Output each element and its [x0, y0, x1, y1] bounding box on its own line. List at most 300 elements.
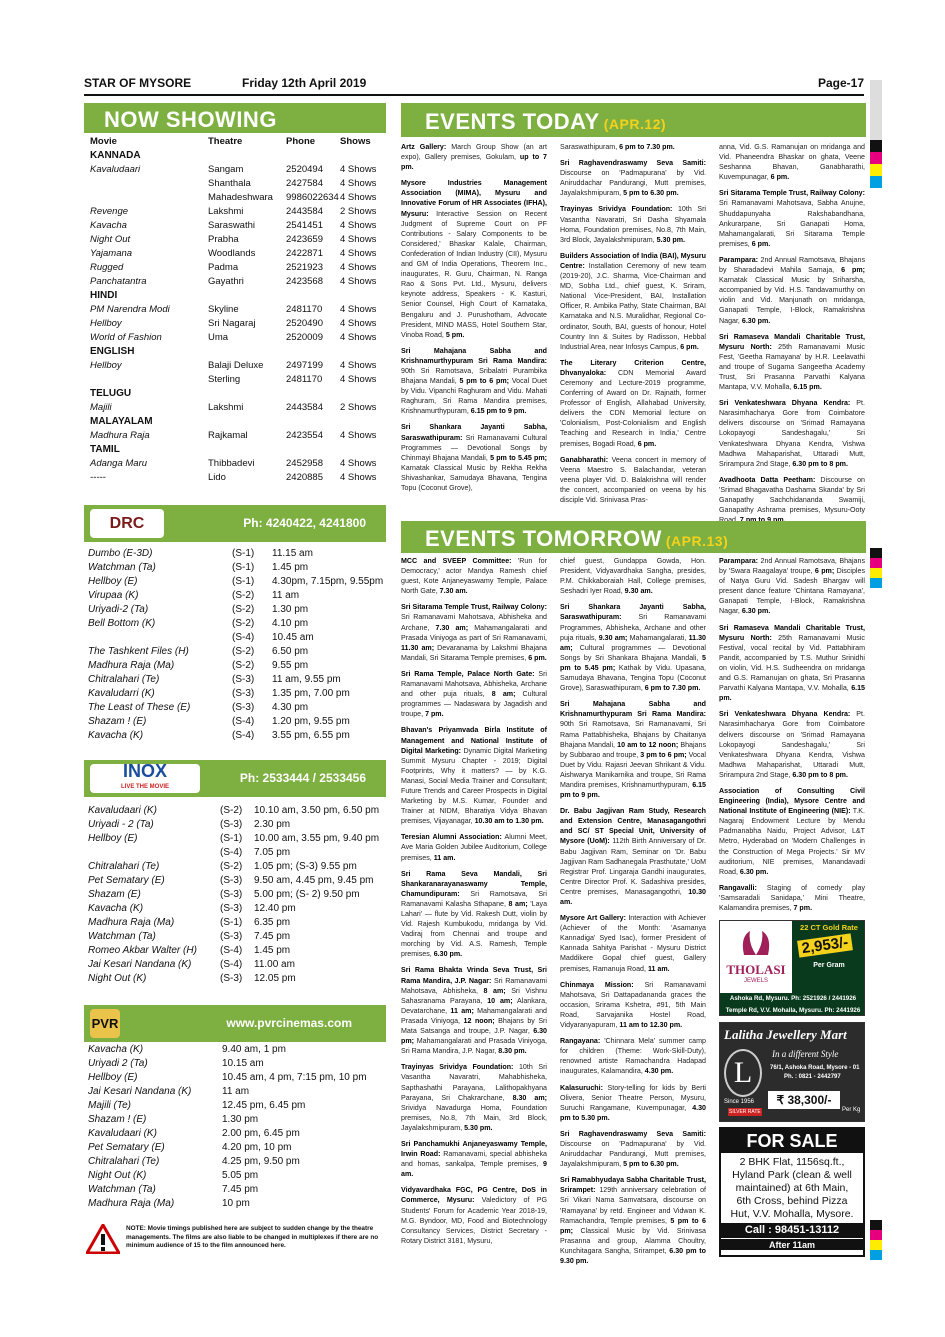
theatre-name: Lakshmi: [208, 402, 244, 413]
event-entry: Sri Venkateshwara Dhyana Kendra: Pt. Narasimhacharya Gore from Coimbatore delivers discourse on 'Srimad Ramayana Lokopayogi Sandeshagalu,' Sri Venkateshwara Dhyana Kendra, Vishwa Madhwa Mahaparishat, Uttaradi Mutt, Srirampura 2nd Stage, 6.30 pm to 8 pm.: [719, 399, 865, 468]
movie-title: Hellboy: [90, 318, 122, 329]
lalitha-since: Since 1956: [724, 1099, 755, 1105]
theatre-phone: 2443584: [286, 402, 323, 413]
event-entry: Sri Shankara Jayanti Sabha, Saraswathipuram: Sri Ramanavami Cultural Programmes — Devotional Songs by Chinmayi Bhajana Mandali, 5 pm to 5.45 pm; Karnatak Classical Music by Rekha Rekha Shivashankar, Samudaya Bhavana, Tengina Topu (Coconut Grove),: [401, 423, 548, 492]
table-row: [88, 804, 386, 818]
show-timings: 2.00 pm, 6.45 pm: [222, 1128, 300, 1139]
show-timings: 11.15 am: [272, 548, 313, 559]
events-today-banner: [401, 103, 866, 137]
movie-title: Chitralahari (Te): [88, 861, 160, 872]
for-sale-line-4: 6th Cross, behind Pizza: [736, 1195, 848, 1207]
table-row: [88, 874, 386, 888]
screen-number: (S-1): [220, 917, 243, 928]
show-timings: 1.20 pm, 9.55 pm: [272, 716, 350, 727]
theatre-phone: 2443584: [286, 206, 323, 217]
show-count: 4 Shows: [340, 276, 377, 287]
theatre-phone: 2423659: [286, 234, 323, 245]
show-timings: 7.05 pm: [254, 847, 291, 858]
for-sale-title: FOR SALE: [721, 1129, 863, 1153]
movie-title: Panchatantra: [90, 276, 147, 287]
table-row: [88, 729, 386, 743]
gold-rate-box: [792, 921, 865, 993]
show-count: 4 Shows: [340, 178, 377, 189]
movie-title: Bell Bottom (K): [88, 618, 156, 629]
screen-number: (S-4): [220, 847, 243, 858]
table-row: [88, 1141, 386, 1155]
event-entry: Sri Sitarama Temple Trust, Railway Colony: Sri Ramanavami Mahotsava, Sabha Anujne, Shuddapunyaha Rakshabandhana, Ankurarpane, Sri Ganapati Homa, Mahamangalarati, Sri Sitarama Temple premises, 6 pm.: [719, 189, 865, 248]
table-row: [90, 471, 384, 485]
drc-logo: DRC: [90, 509, 164, 538]
theatre-phone: 2481170: [286, 374, 323, 385]
movie-title: Jai Kesari Nandana (K): [88, 1086, 192, 1097]
table-row: [88, 888, 386, 902]
table-row: [90, 317, 384, 331]
table-row: [90, 163, 384, 177]
for-sale-line-1: 2 BHK Flat, 1156sq.ft.,: [739, 1156, 845, 1168]
event-entry: Parampara: 2nd Annual Ramotsava, Bhajans by 'Swara Raagalaya' troupe, 6 pm; Disciples of Natya Guru Vid. Sadesh Bhargav will present dance feature 'Chintana Ramayana', Ganapati Temple, I-Block, Ramakrishna Nagar, 6.30 pm.: [719, 557, 865, 616]
show-timings: 5.05 pm: [222, 1170, 259, 1181]
screen-number: (S-1): [232, 548, 255, 559]
movie-title: Hellboy (E): [88, 576, 138, 587]
event-entry: Sri Sitarama Temple Trust, Railway Colony: Sri Ramanavami Mahotsava, Abhisheka and Archane, 7.30 am; Mahamangalarati and Prasada Viniyoga as part of Sri Ramanavami, 11.30 am; Devaranama by Lakshmi Bhajana Mandali, Sri Sitarama Temple premises, 6 pm.: [401, 603, 548, 662]
screen-number: (S-1): [220, 833, 243, 844]
table-row: [90, 233, 384, 247]
events-today-col-3: [719, 142, 865, 520]
tholasi-address-1: Ashoka Rd, Mysuru. Ph: 2521926 / 2441926: [720, 993, 865, 1005]
event-entry: Vidyavardhaka FGC, PG Centre, DoS in Commerce, Mysuru: Valedictory of PG Students' Forum for Academic Year 2018-19, M.G. Byndoor, MD, Food and Biotechnology Consultancy Services, District Secretary - Rotary District 3181, Mysuru,: [401, 1186, 547, 1245]
drc-banner: [84, 505, 386, 542]
event-entry: Sri Shankara Jayanti Sabha, Saraswathipuram: Sri Ramanavami Programmes, Abhisheka, Archane and other puja rituals, 9.30 am; Mahamangalarati, 11.30 am; Cultural programmes — Devotional Songs by Sri Shankara Bhajana Mandali, 5 pm to 5.45 pm; Kathak by Vidu. Upasana, Samudaya Bhavana, Tengina Topu (Coconut Grove), Saraswathipuram, 6 pm to 7.30 pm.: [560, 603, 706, 693]
events-tomorrow-date: (APR.13): [665, 533, 729, 549]
event-entry: Bhavan's Priyamvada Birla Institute of Management and National Institute of Digital Marketing: Dynamic Digital Marketing Summit Mysuru Chapter - 2019; Digital Footprints, Why it matters? — by K.G. Manasi, Social Media Trainer and Consultant; Future Trends and Career Prospects in Digital Marketing by M.S. Kumar, Founder and Trainer at NIDM, Bharatiya Vidya Bhavan premises, Vijayanagar, 10.30 am to 1.30 pm.: [401, 726, 547, 826]
movie-title: Madhura Raja (Ma): [88, 917, 175, 928]
theatre-name: Padma: [208, 262, 239, 273]
table-row: [88, 1155, 386, 1169]
event-entry: Sri Rama Seva Mandali, Sri Shankaranarayanaswamy Temple, Chamundipuram: Sri Ramotsava, Sri Ramanavami Kalasha Sthapane, 8 am; 'Laya Lahari' — flute by Vid. Rakesh Dutt, violin by Vid. Rajesh Kumbukodu, mridanga by Vid. Vadiraj from Chennai and troupe and morching by Vid. A.S. Ramesh, Temple premises, 6.30 pm.: [401, 869, 548, 959]
event-entry: Sri Panchamukhi Anjaneyaswamy Temple, Irwin Road: Ramanavami, special abhisheka and homas, sankalpa, Temple premises, 9 am.: [401, 1139, 547, 1179]
table-row: [90, 219, 384, 233]
show-count: 4 Shows: [340, 192, 377, 203]
table-row: [88, 631, 386, 645]
now-showing-banner: [84, 103, 386, 133]
inox-tagline: LIVE THE MOVIE: [120, 783, 169, 790]
movie-title: Uriyadi 2 (Ta): [88, 1058, 148, 1069]
table-row: [90, 373, 384, 387]
language-label: MALAYALAM: [90, 416, 153, 427]
table-row: [88, 930, 386, 944]
events-tomorrow-col-1: [401, 556, 547, 1261]
movie-title: Revenge: [90, 206, 129, 217]
now-showing-rows: [90, 149, 384, 485]
table-row: [88, 1043, 386, 1057]
col-movie: Movie: [90, 136, 117, 147]
theatre-phone: 2427584: [286, 178, 323, 189]
show-timings: 11 am, 9.55 pm: [272, 674, 341, 685]
for-sale-line-3: maintained) at 6th Main,: [735, 1182, 849, 1194]
paper-name: STAR OF MYSORE: [84, 76, 192, 90]
table-row: [88, 617, 386, 631]
show-count: 4 Shows: [340, 220, 377, 231]
show-timings: 11.00 am: [254, 959, 295, 970]
movie-title: Kavacha (K): [88, 903, 144, 914]
language-label: TAMIL: [90, 444, 120, 455]
lalitha-address: 76/1, Ashoka Road, Mysore - 01: [770, 1065, 860, 1071]
screen-number: (S-2): [232, 590, 255, 601]
masthead: [84, 76, 864, 94]
event-entry: Rangayana: 'Chinnara Mela' summer camp for children (Theme: Work-Skill-Duty), renowned artiste Ramachandra Hadapad inaugurates, Kalamandira, 4.30 pm.: [560, 1037, 706, 1076]
show-count: 4 Shows: [340, 318, 377, 329]
movie-title: Yajamana: [90, 248, 133, 259]
show-count: 4 Shows: [340, 374, 377, 385]
show-count: 4 Shows: [340, 262, 377, 273]
event-entry: Sri Venkateshwara Dhyana Kendra: Pt. Narasimhacharya Gore from Coimbatore delivers discourse on 'Srimad Ramayana Lokopayogi Sandeshagalu,' Sri Venkateshwara Dhyana Kendra, Vishwa Madhwa Mahaparishat, Uttaradi Mutt, Srirampura 2nd Stage, 6.30 pm to 8 pm.: [719, 710, 865, 779]
movie-title: Kavaludaari (K): [88, 1128, 157, 1139]
screen-number: (S-4): [232, 730, 255, 741]
table-header: [90, 135, 384, 149]
movie-title: Night Out (K): [88, 973, 147, 984]
events-tomorrow-banner: [401, 521, 866, 553]
movie-title: Kavaludaari (K): [88, 805, 157, 816]
table-row: [88, 916, 386, 930]
show-timings: 1.45 pm: [272, 562, 309, 573]
table-row: [88, 1113, 386, 1127]
movie-title: Kavacha (K): [88, 1044, 144, 1055]
for-sale-line-2: Hyland Park (clean & well: [732, 1169, 852, 1181]
table-row: [90, 457, 384, 471]
event-entry: The Literary Criterion Centre, Dhvanyaloka: CDN Memorial Award Ceremony and Lecture-2019 programme, Conferring of Award on Dr. Rajnath, former Professor of English, Allahabad University, delivers the CDN Memorial lecture on 'Colonialism, Post-Colonialism and English Teaching and Research in India,' Centre premises, Bogadi Road, 6 pm.: [560, 358, 706, 448]
table-row: [88, 832, 386, 846]
movie-title: Pet Sematary (E): [88, 875, 165, 886]
event-entry: Trayinyas Srividya Foundation: 10th Sri Vasantha Navaratri, Sri Dasha Shyamala Homa, Foundation premises, No.8, 7th Main, 3rd Block, Jayalakshmipuram, 5.30 pm.: [560, 205, 707, 244]
table-row: [88, 972, 386, 986]
lalitha-ad: [719, 1022, 865, 1122]
movie-title: Madhura Raja (Ma): [88, 660, 175, 671]
events-today-col-2: [560, 142, 706, 520]
note-text: NOTE: Movie timings published here are subject to sudden change by the theatre managements. The films are also liable to be changed in multiplexes if there are no minimum audience of 15 to the film announced here.: [126, 1225, 379, 1250]
tholasi-address-2: Temple Rd, V.V. Mohalla, Mysuru. Ph: 2441926: [720, 1005, 865, 1016]
show-count: 4 Shows: [340, 472, 377, 483]
table-row: [88, 818, 386, 832]
language-label: HINDI: [90, 290, 118, 301]
table-row: [88, 1057, 386, 1071]
event-entry: Sri Raghavendraswamy Seva Samiti: Discourse on 'Padmapurana' by Vid. Aniruddachar Pandurangi, Mutt premises, Jayalakshmipuram, 5 pm to 6.30 pm.: [560, 1129, 706, 1169]
screen-number: (S-3): [220, 819, 243, 830]
screen-number: (S-3): [232, 702, 255, 713]
theatre-name: Sri Nagaraj: [208, 318, 256, 329]
movie-title: Kavacha: [90, 220, 127, 231]
event-entry: Sri Rama Bhakta Vrinda Seva Trust, Sri Rama Mandira, J.P. Nagar: Sri Ramanavami Mahotsava, Abhisheka, 8 am; Sri Vishnu Sahasranama Parayana, 10 am; Alankara, Devatarchane, 11 am; Mahamangalarati and Prasada Viniyoga, 12 noon; Bhajans by Sri Mata Satsanga and troupe, J.P. Nagar, 6.30 pm; Mahamangalarati and Prasada Viniyoga, Sri Rama Mandira, J.P. Nagar, 8.30 pm.: [401, 966, 548, 1056]
table-row: [88, 589, 386, 603]
movie-title: Kavaludarri (K): [88, 688, 155, 699]
page-number: Page-17: [817, 76, 864, 90]
movie-title: Romeo Akbar Walter (H): [88, 945, 197, 956]
theatre-phone: 2422871: [286, 248, 323, 259]
event-entry: Chinmaya Mission: Sri Ramanavami Mahotsava, Sri Dattapadananda graces the occasion, Srirama Kshetra, #91, 5th Main Road, Sarvajanika Hostel Road, Vidyaranyapuram, 11 am to 12.30 pm.: [560, 980, 706, 1030]
events-tomorrow-col-2: [560, 556, 706, 1265]
show-timings: 12.40 pm: [254, 903, 296, 914]
table-row: [88, 944, 386, 958]
movie-title: Chitralahari (Te): [88, 674, 160, 685]
for-sale-call: Call : 98451-13112: [721, 1223, 863, 1238]
show-count: 4 Shows: [340, 360, 377, 371]
show-timings: 10 pm: [222, 1198, 250, 1209]
pvr-banner: [84, 1005, 386, 1042]
theatre-name: Uma: [208, 332, 229, 343]
table-row: [90, 331, 384, 345]
screen-number: (S-3): [232, 674, 255, 685]
language-heading: [90, 387, 384, 401]
event-entry: Sri Raghavendraswamy Seva Samiti: Discourse on 'Padmapurana' by Vid. Aniruddachar Pandurangi, Mutt premises, Jayalakshmipuram, 5 pm to 6.30 pm.: [560, 159, 706, 198]
theatre-name: Saraswathi: [208, 220, 255, 231]
table-row: [88, 561, 386, 575]
tholasi-ad: [719, 920, 865, 1016]
show-timings: 4.30 pm: [272, 702, 309, 713]
show-count: 4 Shows: [340, 430, 377, 441]
table-row: [88, 575, 386, 589]
table-row: [88, 715, 386, 729]
color-bar-mid: [870, 548, 882, 588]
theatre-name: Shanthala: [208, 178, 251, 189]
table-row: [90, 261, 384, 275]
inox-phone: Ph: 2533444 / 2533456: [239, 771, 366, 785]
screen-number: (S-4): [220, 945, 243, 956]
table-row: [88, 1085, 386, 1099]
table-row: [90, 247, 384, 261]
show-timings: 10.15 am: [222, 1058, 264, 1069]
events-today-heading: [425, 109, 666, 135]
table-row: [88, 659, 386, 673]
show-timings: 11 am: [222, 1086, 250, 1097]
show-timings: 4.25 pm, 9.50 pm: [222, 1156, 300, 1167]
show-timings: 5.00 pm; (S- 2) 9.50 pm: [254, 889, 360, 900]
screen-number: (S-2): [232, 604, 255, 615]
screen-number: (S-4): [232, 716, 255, 727]
show-timings: 10.00 am, 3.55 pm, 9.40 pm: [254, 833, 380, 844]
screen-number: (S-2): [220, 861, 243, 872]
show-count: 4 Shows: [340, 248, 377, 259]
event-entry: Sri Ramabhyudaya Sabha Charitable Trust, Srirampet: 129th anniversary celebration of Sri Vikari Nama Samvatsara, discourse on 'Ramayana' by retd. Engineer and Vidwan K. Ramachandra, Temple premises, 5 pm to 6 pm; Classical Music by Vid. Srinivasa Prasanna and group, Alamma Choultry, Kunchitagara Sangha, Srirampet, 6.30 pm to 9.30 pm.: [560, 1176, 706, 1265]
table-row: [88, 1169, 386, 1183]
inox-logo-text: INOX: [122, 760, 167, 781]
event-entry: chief guest, Gundappa Gowda, Hon. President, Vidyavardhaka Sangha, presides, P.M. Chikkaboraiah Hall, College premises, Seshadri Iyer Road, 9.30 am.: [560, 557, 706, 596]
show-timings: 4.20 pm, 10 pm: [222, 1142, 292, 1153]
show-timings: 9.55 pm: [272, 660, 309, 671]
theatre-phone: 2521923: [286, 262, 323, 273]
header-rule: [84, 94, 864, 96]
screen-number: (S-3): [220, 931, 243, 942]
movie-title: Uriyadi - 2 (Ta): [88, 819, 154, 830]
movie-title: PM Narendra Modi: [90, 304, 170, 315]
theatre-name: Gayathri: [208, 276, 244, 287]
theatre-phone: 2423554: [286, 430, 323, 441]
movie-title: Night Out (K): [88, 1170, 147, 1181]
lalitha-phone: Ph. : 0821 - 2442797: [784, 1074, 841, 1080]
pvr-website: www.pvrcinemas.com: [226, 1016, 352, 1030]
language-heading: [90, 415, 384, 429]
theatre-phone: 2423568: [286, 276, 323, 287]
screen-number: (S-3): [220, 889, 243, 900]
table-row: [88, 701, 386, 715]
show-timings: 11 am: [272, 590, 300, 601]
silver-rate-per: Per Kg: [842, 1107, 861, 1113]
show-timings: 6.50 pm: [272, 646, 309, 657]
show-timings: 6.35 pm: [254, 917, 291, 928]
inox-logo: [90, 760, 200, 793]
show-timings: 9.50 am, 4.45 pm, 9.45 pm: [254, 875, 374, 886]
screen-number: (S-3): [220, 973, 243, 984]
table-row: [90, 359, 384, 373]
event-entry: Rangavalli: Staging of comedy play 'Samsaradali Sanidapa,' Mini Theatre, Kalamandira premises, 7 pm.: [719, 883, 865, 912]
movie-title: Jai Kesari Nandana (K): [88, 959, 192, 970]
gold-rate-value: 2,953/-: [797, 933, 853, 957]
show-timings: 1.45 pm: [254, 945, 291, 956]
theatre-phone: 2420885: [286, 472, 323, 483]
show-timings: 1.30 pm: [272, 604, 309, 615]
show-timings: 10.45 am, 4 pm, 7:15 pm, 10 pm: [222, 1072, 367, 1083]
table-row: [88, 687, 386, 701]
language-heading: [90, 149, 384, 163]
theatre-phone: 9986022634: [286, 192, 339, 203]
show-count: 4 Shows: [340, 332, 377, 343]
inox-table: [88, 804, 386, 986]
movie-title: Kavacha (K): [88, 730, 144, 741]
issue-date: Friday 12th April 2019: [242, 76, 367, 90]
drc-phone: Ph: 4240422, 4241800: [243, 516, 366, 530]
screen-number: (S-3): [220, 875, 243, 886]
show-timings: 7.45 pm: [254, 931, 291, 942]
movie-title: Virupaa (K): [88, 590, 139, 601]
table-row: [88, 603, 386, 617]
table-row: [88, 1071, 386, 1085]
event-entry: Avadhoota Datta Peetham: Discourse on 'Srimad Bhagavatha Dashama Skanda' by Sri Ganapathy Sachchidananda Swamiji, Ganapathy Ashrama premises, Mysuru-Ooty: [719, 475, 865, 515]
show-timings: 1.30 pm: [222, 1114, 259, 1125]
theatre-name: Woodlands: [208, 248, 256, 259]
screen-number: (S-1): [232, 562, 255, 573]
table-row: [88, 1099, 386, 1113]
table-row: [88, 902, 386, 916]
event-entry: Dr. Babu Jagjivan Ram Study, Research and Extension Centre, Manasagangothri and SC/ ST Special Unit, University of Mysore (UoM): 112th Birth Anniversary of Dr. Babu Jagjivan Ram, Seminar on 'Dr. Babu Jagjivan Ram Sadhanegala Prasthutate,' UoM Registrar Prof. Lingaraja Gandhi inaugurates, Centre Director Prof. K. Sadashiva presides, Centre premises, Manasagangothri, 10.30 am.: [560, 807, 706, 906]
event-entry: Sri Mahajana Sabha and Krishnamurthypuram Sri Rama Mandira: 90th Sri Ramotsava, Sribalatri Purambika Bhajana Mandali, 5 pm to 6 pm; Vocal Duet by Vidu. Vipanchi Raghuram and Vidu. Mahati Raghuram, Sri Rama Mandira premises, Krishnamurthypuram, 6.15 pm to 9 pm.: [401, 346, 547, 416]
show-timings: 9.40 am, 1 pm: [222, 1044, 286, 1055]
movie-title: Uriyadi-2 (Ta): [88, 604, 149, 615]
movie-title: The Tashkent Files (H): [88, 646, 189, 657]
show-timings: 4.10 pm: [272, 618, 309, 629]
table-row: [90, 401, 384, 415]
color-bar-top: [870, 140, 882, 188]
silver-rate-value: ₹ 38,300/-: [768, 1091, 840, 1109]
event-entry: Parampara: 2nd Annual Ramotsava, Bhajans by Sharadadevi Mahila Samaja, 6 pm; Karnatak Classical Music by Sriharsha, accompanied by Vid. H.S. Tandavamurthy on violin and Vid. Manjunath on mridanga, Ganapati Temple, I-Block, Ramakrishna Nagar, 6.30 pm.: [719, 255, 866, 325]
theatre-phone: 2541451: [286, 220, 323, 231]
show-timings: 1.35 pm, 7.00 pm: [272, 688, 350, 699]
table-row: [90, 275, 384, 289]
theatre-name: Rajkamal: [208, 430, 248, 441]
language-label: ENGLISH: [90, 346, 135, 357]
event-entry: Artz Gallery: March Group Show (an art expo), Gallery premises, Gokulam, up to 7 pm.: [401, 143, 547, 172]
movie-title: Night Out: [90, 234, 131, 245]
show-count: 4 Shows: [340, 458, 377, 469]
table-row: [88, 1197, 386, 1211]
movie-title: Madhura Raja: [90, 430, 150, 441]
movie-title: Dumbo (E-3D): [88, 548, 153, 559]
movie-title: The Least of These (E): [88, 702, 191, 713]
show-count: 2 Shows: [340, 402, 377, 413]
tholasi-sub: JEWELS: [743, 978, 768, 984]
registration-marks-top: [870, 80, 882, 140]
event-entry: MCC and SVEEP Committee: 'Run for Democracy,' actor Mandya Ramesh chief guest, Kote Anjaneyaswamy Temple, Palace North Gate, 7.30 am.: [401, 557, 547, 596]
table-row: [88, 958, 386, 972]
event-entry: Saraswathipuram, 6 pm to 7.30 pm.: [560, 143, 675, 151]
timings-note: [84, 1224, 386, 1256]
language-label: TELUGU: [90, 388, 132, 399]
peacock-icon: [736, 927, 776, 957]
table-row: [88, 860, 386, 874]
show-timings: 3.55 pm, 6.55 pm: [272, 730, 350, 741]
event-entry: Sri Rama Temple, Palace North Gate: Sri Ramanavami Mahotsava, Abhisheka, Archane and other puja rituals, 8 am; Cultural programmes — Nadaswara by Jagadish and troupe, 7 pm.: [401, 669, 548, 719]
event-entry: Sri Ramaseva Mandali Charitable Trust, Mysuru North: 25th Ramanavami Music Festival, vocal recital by Vid. Pattabhiram Pandit, accompanied by T.S. Muthur Srinidhi on violin, Vid. H.S. Sudheendra on mridanga and G.S. Ramanujan on ghata, Sri Prasanna Parvathi Kalyana Mantapa, V.V. Mohalla, 6.15 pm.: [719, 623, 865, 703]
now-showing-title: NOW SHOWING: [104, 107, 277, 132]
language-label: KANNADA: [90, 150, 141, 161]
drc-table: [88, 547, 386, 743]
movie-title: Hellboy (E): [88, 1072, 138, 1083]
for-sale-line-5: Hut, V.V. Mohalla, Mysore.: [730, 1208, 854, 1220]
movie-title: Hellboy (E): [88, 833, 138, 844]
tholasi-brand: THOLASI: [726, 962, 786, 977]
table-row: [88, 1183, 386, 1197]
event-entry: Mysore Art Gallery: Interaction with Achiever (Achiever of the Month: 'Asamanya Kannadiga' Syed Isac), former President of Kannada Sahitya Parishat - Mysuru District Maddikere Gopal chief guest, Gallery premises, Ramanuja Road, 11 am.: [560, 914, 706, 973]
inox-banner: [84, 760, 386, 797]
for-sale-ad: [719, 1127, 865, 1257]
show-count: 4 Shows: [340, 304, 377, 315]
screen-number: (S-2): [232, 646, 255, 657]
movie-title: Rugged: [90, 262, 124, 273]
theatre-name: Lakshmi: [208, 206, 244, 217]
col-theatre: Theatre: [208, 136, 243, 147]
movie-title: Watchman (Ta): [88, 931, 156, 942]
table-row: [90, 205, 384, 219]
theatre-name: Lido: [208, 472, 226, 483]
theatre-name: Sterling: [208, 374, 241, 385]
show-timings: 10.10 am, 3.50 pm, 6.50 pm: [254, 805, 380, 816]
tholasi-logo: [722, 927, 790, 991]
event-entry: Association of Consulting Civil Engineering (India), Mysore Centre and National Institute of Engineering (NIE): T.K. Nagaraj Endowment Lecture by Mendu Padmanabha Naidu, Project Advisor, L&T Metro, Hyderabad on 'Modern Challenges in the Construction of Mega Projects.' Sir MV auditorium, NIE premises, Manandavadi Road, 6.30 pm.: [719, 786, 865, 876]
events-tomorrow-title: EVENTS TOMORROW: [425, 526, 662, 551]
screen-number: (S-2): [232, 660, 255, 671]
events-today-col-1: [401, 142, 547, 520]
theatre-name: Balaji Deluxe: [208, 360, 264, 371]
for-sale-after: After 11am: [721, 1238, 863, 1250]
pvr-table: [88, 1043, 386, 1211]
show-timings: 12.45 pm, 6.45 pm: [222, 1100, 306, 1111]
screen-number: (S-1): [232, 576, 255, 587]
event-entry: anna, Vid. G.S. Ramanujan on mridanga and Vid. Phaneendra Bhaskar on ghata, Veene Seshanna Bhavan, Ganabharathi, Kuvempunagar, 6 pm.: [719, 143, 865, 182]
lalitha-name: Lalitha Jewellery Mart: [724, 1027, 847, 1042]
table-row: [88, 1127, 386, 1141]
movie-title: Shazam ! (E): [88, 716, 147, 727]
language-heading: [90, 289, 384, 303]
movie-title: Majili (Te): [88, 1100, 131, 1111]
theatre-phone: 2452958: [286, 458, 323, 469]
movie-title: World of Fashion: [90, 332, 162, 343]
warning-icon: [86, 1224, 120, 1254]
theatre-phone: 2481170: [286, 304, 323, 315]
screen-number: (S-2): [232, 618, 255, 629]
events-tomorrow-col-3: [719, 556, 865, 912]
theatre-name: Thibbadevi: [208, 458, 255, 469]
gold-rate-per: Per Gram: [813, 962, 845, 969]
movie-title: Kavaludaari: [90, 164, 141, 175]
now-showing-table: [90, 135, 384, 485]
table-row: [88, 645, 386, 659]
